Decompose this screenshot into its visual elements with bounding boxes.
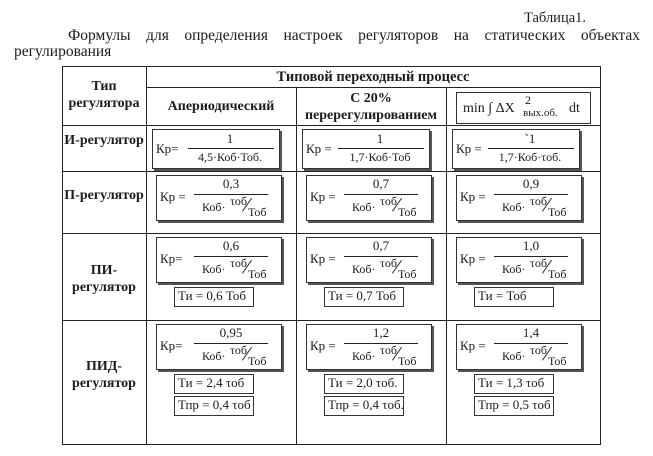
gain-label: Кр = (460, 338, 486, 353)
denominator-t: Тоб (398, 267, 417, 281)
numerator: 1,0 (522, 238, 540, 253)
gain-label: Кр = (160, 189, 186, 204)
numerator: 1 (226, 131, 234, 146)
fraction-line (188, 148, 274, 149)
denominator-k: Коб· (502, 262, 526, 276)
denominator-t: Тоб (548, 354, 567, 368)
gain-label: Кр = (460, 189, 486, 204)
gain-label: Кр = (456, 141, 482, 156)
denominator-tau: τоб (380, 343, 397, 357)
gain-label: Кр = (310, 251, 336, 266)
denominator-tau: τоб (380, 194, 397, 208)
table-border-right (600, 66, 601, 444)
row-divider-3 (62, 320, 601, 321)
denominator-t: Тоб (248, 354, 267, 368)
gain-label: Кр = (306, 141, 332, 156)
numerator: 1,2 (372, 325, 390, 340)
denominator-t: Тоб (548, 205, 567, 219)
col-divider-2 (296, 87, 297, 444)
param-ti: Ти = Тоб (478, 288, 527, 303)
numerator: 1,4 (522, 325, 540, 340)
denominator-k: Коб· (502, 200, 526, 214)
header-process-group: Типовой переходный процесс (276, 69, 470, 85)
denominator-tau: τоб (530, 343, 547, 357)
param-tpr: Тпр = 0,4 τоб. (328, 397, 404, 412)
param-ti: Ти = 1,3 τоб (478, 375, 545, 390)
denominator: 4,5·Коб·Тоб. (197, 150, 263, 164)
fraction-line (488, 148, 574, 149)
denominator-t: Тоб (398, 354, 417, 368)
denominator-tau: τоб (530, 194, 547, 208)
denominator-tau: τоб (530, 256, 547, 270)
header-min-prefix: min ∫ ΔX (463, 101, 515, 116)
denominator-tau: τоб (230, 256, 247, 270)
denominator-k: Коб· (352, 349, 376, 363)
row-divider-2 (62, 233, 601, 234)
row-type-i: И-регулятор (64, 133, 144, 148)
numerator: `1 (524, 131, 536, 146)
row-divider-header (62, 125, 601, 126)
denominator-k: Коб· (502, 349, 526, 363)
table-caption: Таблица1. (524, 10, 587, 26)
table-border-top (62, 66, 601, 67)
row-type-p: П-регулятор (64, 188, 144, 203)
denominator-k: Коб· (202, 349, 226, 363)
param-ti: Ти = 0,7 Тоб (328, 288, 396, 303)
numerator: 0,6 (222, 238, 240, 253)
table-border-left (62, 66, 63, 444)
header-aperiodic: Апериодический (167, 99, 275, 114)
denominator-k: Коб· (352, 262, 376, 276)
denominator-k: Коб· (352, 200, 376, 214)
param-tpr: Тпр = 0,4 τоб (178, 397, 251, 412)
denominator-k: Коб· (202, 200, 226, 214)
gain-label: Кр = (460, 251, 486, 266)
gain-label: Кр= (160, 251, 183, 266)
denominator-tau: τоб (230, 343, 247, 357)
denominator: 1,7·Коб·Тоб (349, 150, 411, 164)
denominator-tau: τоб (380, 256, 397, 270)
gain-label: Кр = (310, 189, 336, 204)
header-min-suffix: dt (569, 101, 580, 116)
numerator: 0,95 (219, 325, 243, 340)
denominator-k: Коб· (202, 262, 226, 276)
row-type-pid: ПИД-регулятор (72, 359, 136, 391)
table-border-bottom (62, 444, 601, 445)
col-divider-3 (446, 87, 447, 444)
numerator: 0,9 (522, 176, 540, 191)
gain-label: Кр= (160, 338, 183, 353)
numerator: 0,7 (372, 176, 390, 191)
title-line-2: регулирования (14, 43, 112, 60)
denominator: 1,7·Коб·τоб. (498, 150, 562, 164)
param-ti: Ти = 2,0 τоб. (328, 375, 398, 390)
header-min-sub: вых.об. (523, 107, 558, 119)
param-ti: Ти = 0,6 Тоб (178, 288, 246, 303)
param-tpr: Тпр = 0,5 τоб (478, 397, 551, 412)
denominator-t: Тоб (248, 267, 267, 281)
document-title (14, 28, 640, 60)
header-type: Тип регулятора (68, 79, 140, 111)
row-divider-1 (62, 171, 601, 172)
header-min-sup: 2 (525, 93, 531, 107)
row-type-pi: ПИ-регулятор (72, 263, 136, 295)
gain-label: Кр= (156, 141, 179, 156)
denominator-t: Тоб (248, 205, 267, 219)
header-min-integral (456, 92, 591, 124)
denominator-t: Тоб (548, 267, 567, 281)
title-line-1: Формулы для определения настроек регуляторов на статических объектах (68, 27, 640, 44)
header-divider (146, 87, 601, 88)
header-overshoot: С 20% перерегулированием (304, 91, 438, 123)
param-ti: Ти = 2,4 τоб (178, 375, 245, 390)
gain-label: Кр = (310, 338, 336, 353)
numerator: 0,3 (222, 176, 240, 191)
denominator-t: Тоб (398, 205, 417, 219)
col-divider-1 (146, 66, 147, 444)
numerator: 0,7 (372, 238, 390, 253)
denominator-tau: τоб (230, 194, 247, 208)
fraction-line (338, 148, 424, 149)
numerator: 1 (376, 131, 384, 146)
